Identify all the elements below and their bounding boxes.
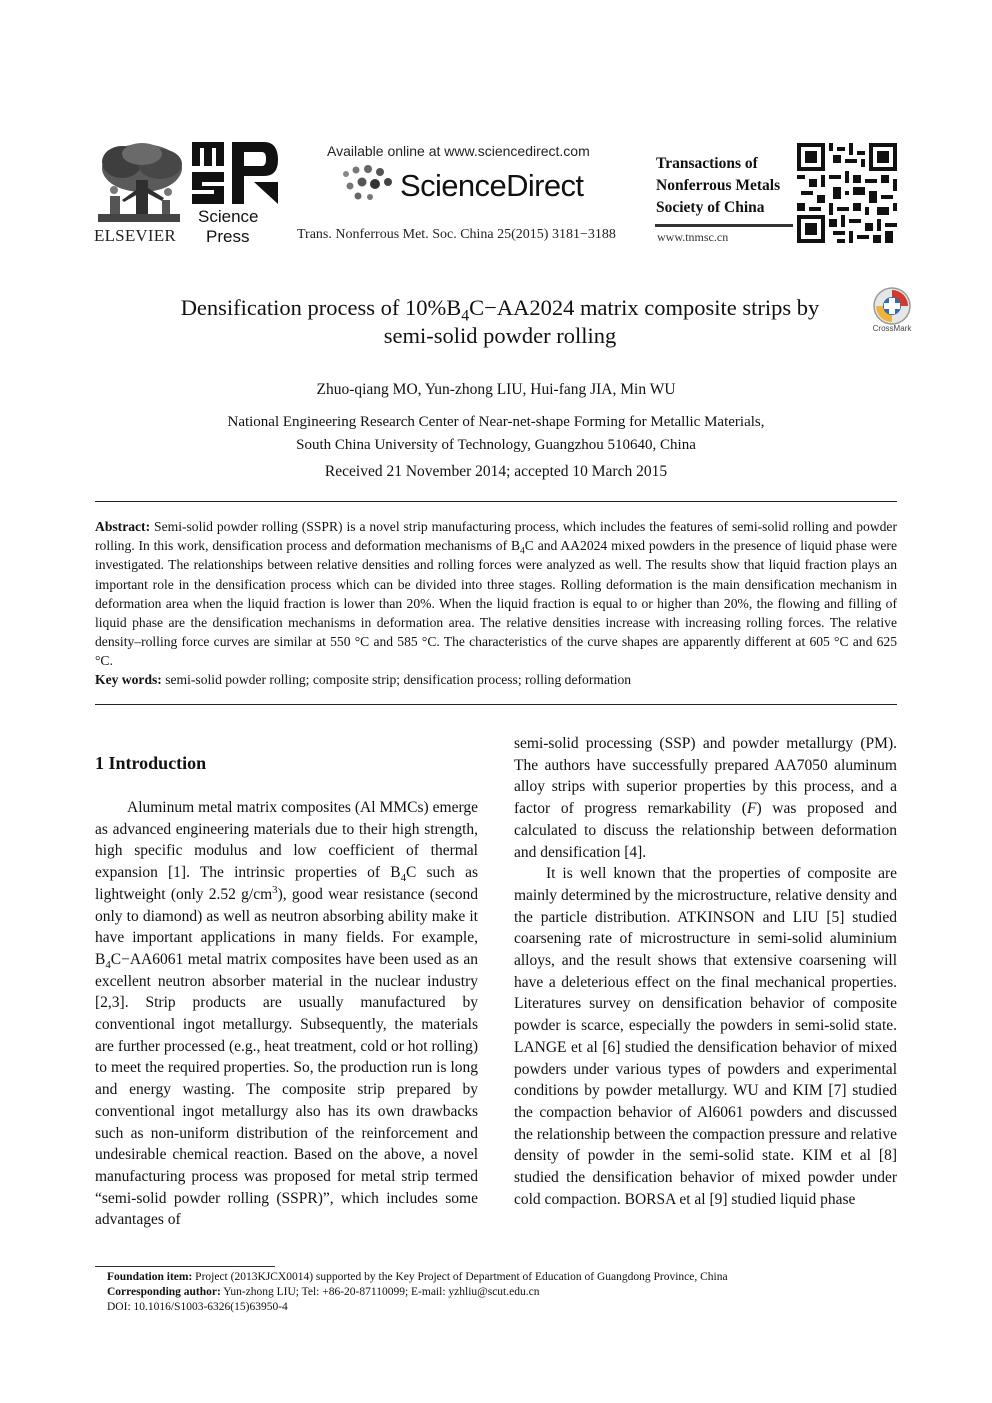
right-p1-a: semi-solid processing (SSP) and powder metallurgy (PM). The authors have successfully prepared AA7050 aluminum alloy strips with superior properties by this process, and a factor of progress remarkability ( (514, 735, 897, 818)
affiliation (0, 411, 992, 457)
right-column (514, 733, 897, 1210)
title-part-2: C−AA2024 matrix composite strips by (469, 295, 820, 320)
authors: Zhuo-qiang MO, Yun-zhong LIU, Hui-fang JIA, Min WU (316, 381, 676, 398)
title-part-1: Densification process of 10%B (180, 295, 462, 320)
corresponding-text: Yun-zhong LIU; Tel: +86-20-87110099; E-mail: yzhliu@scut.edu.cn (220, 1286, 540, 1298)
paper-title (120, 294, 880, 350)
journal-name-divider (655, 224, 793, 227)
abstract-bottom-rule (95, 704, 897, 705)
right-paragraph-1 (514, 733, 897, 863)
abstract-subscript: 4 (520, 546, 525, 557)
left-p1-d: C−AA6061 metal matrix composites have been used as an excellent neutron absorber material in the nuclear industry [2,3]. Strip products are usually manufactured by conventional ingot metallurgy. Subsequently, the materials are further processed (e.g., heat treatment, cold or hot rolling) to meet the required properties. So, the production run is long and energy wasting. The composite strip prepared by conventional ingot metallurgy also has its own drawbacks such as non-uniform distribution of the reinforcement and undesirable chemical reaction. Based on the above, a novel manufacturing process was proposed for metal strip termed “semi-solid powder rolling (SSPR)”, which includes some advantages of (95, 950, 478, 1229)
title-subscript: 4 (461, 307, 470, 325)
footnotes (107, 1270, 897, 1315)
foundation-text: Project (2013KJCX0014) supported by the Key Project of Department of Education of Guangdong Province, China (192, 1271, 728, 1283)
elsevier-logo (92, 140, 190, 246)
science-press-mark-icon (192, 142, 278, 204)
right-p1-italic: F (746, 800, 757, 818)
abstract (95, 517, 897, 671)
elsevier-tree-icon (92, 140, 186, 224)
received-dates: Received 21 November 2014; accepted 10 March 2015 (324, 463, 668, 480)
sciencedirect-online-text: Available online at www.sciencedirect.com (327, 143, 590, 159)
journal-name (656, 153, 796, 219)
affiliation-line-1: National Engineering Research Center of Near-net-shape Forming for Metallic Materials, (227, 414, 765, 430)
left-p1-c: ), good wear resistance (second only to diamond) as well as neutron absorbing ability make it have important applications in many fields. For example, B (95, 885, 478, 968)
journal-name-line-1: Transactions of (656, 155, 758, 172)
affiliation-line-2: South China University of Technology, Guangzhou 510640, China (296, 437, 696, 453)
abstract-top-rule (95, 501, 897, 502)
foundation-item (107, 1270, 897, 1285)
left-p1-sub: 4 (400, 872, 407, 885)
sciencedirect-dots-icon (340, 164, 396, 204)
journal-name-line-3: Society of China (656, 199, 765, 216)
journal-url[interactable]: www.tnmsc.cn (657, 230, 729, 244)
journal-name-line-2: Nonferrous Metals (656, 177, 781, 194)
footnote-rule (95, 1266, 275, 1267)
section-heading-introduction: 1 Introduction (95, 753, 207, 773)
left-p1-b: C such as lightweight (only 2.52 g/cm (95, 864, 478, 903)
left-p1-sub2: 4 (105, 959, 111, 972)
science-press-line2: Press (206, 227, 250, 246)
doi[interactable]: DOI: 10.1016/S1003-6326(15)63950-4 (107, 1301, 288, 1313)
left-paragraph-1 (95, 797, 478, 1231)
crossmark-label[interactable]: CrossMark (872, 324, 912, 333)
corresponding-label: Corresponding author: (107, 1286, 221, 1298)
left-column (95, 797, 478, 1231)
qr-code-icon (797, 143, 897, 243)
right-p1-b: ) was proposed and calculated to discuss the relationship between deformation and densification [4]. (514, 800, 897, 861)
abstract-label: Abstract: (95, 519, 151, 534)
science-press-line1: Science (198, 207, 259, 226)
abstract-text-1: Semi-solid powder rolling (SSPR) is a novel strip manufacturing process, which includes the features of semi-solid rolling and powder rolling. In this work, densification process and deformation mechanisms of B (95, 519, 897, 554)
keywords (95, 670, 897, 689)
right-paragraph-2: It is well known that the properties of composite are mainly determined by the microstructure, relative density and the particle distribution. ATKINSON and LIU [5] studied coarsening rate of microstructure in semi-solid aluminium alloys, and the result shows that extensive coarsening will have a deleterious effect on the final mechanical properties. Literatures survey on densification behavior of composite powder is scarce, especially the powders in semi-solid state. LANGE et al [6] studied the densification behavior of mixed powders under various types of powders and experimental conditions by powder metallurgy. WU and KIM [7] studied the compaction behavior of Al6061 powders and discussed the relationship between the compaction pressure and relative density of powder in the semi-solid state. KIM et al [8] studied the densification behavior of mixed powder under cold compaction. BORSA et al [9] studied liquid phase (514, 865, 897, 1208)
foundation-label: Foundation item: (107, 1271, 193, 1283)
abstract-text-2: C and AA2024 mixed powders in the presence of liquid phase were investigated. The relationships between relative densities and rolling forces were analyzed as well. The results show that liquid fraction plays an important role in the densification process which can be divided into three stages. Rolling deformation is the main densification mechanism in deformation area when the liquid fraction is lower than 20%. When the liquid fraction is equal to or higher than 20%, the flowing and filling of liquid phase are the densification mechanisms in deformation area. The relative densities increase with increasing rolling forces. The relative density–rolling force curves are similar at 550 °C and 585 °C. The characteristics of the curve shapes are apparently different at 605 °C and 625 °C. (95, 538, 897, 669)
elsevier-wordmark: ELSEVIER (94, 226, 176, 245)
title-line-2: semi-solid powder rolling (383, 323, 617, 348)
left-p1-a: Aluminum metal matrix composites (Al MMCs) emerge as advanced engineering materials due to their high strength, high specific modulus and low coefficient of thermal expansion [1]. The intrinsic properties of B (95, 799, 478, 882)
left-p1-sup: 3 (272, 883, 278, 896)
corresponding-author (107, 1285, 897, 1300)
journal-reference: Trans. Nonferrous Met. Soc. China 25(2015) 3181−3188 (297, 227, 616, 242)
science-press-logo (192, 142, 282, 248)
sciencedirect-wordmark: ScienceDirect (400, 168, 584, 203)
keywords-text: semi-solid powder rolling; composite strip; densification process; rolling deformation (161, 672, 632, 687)
keywords-label: Key words: (95, 672, 162, 687)
